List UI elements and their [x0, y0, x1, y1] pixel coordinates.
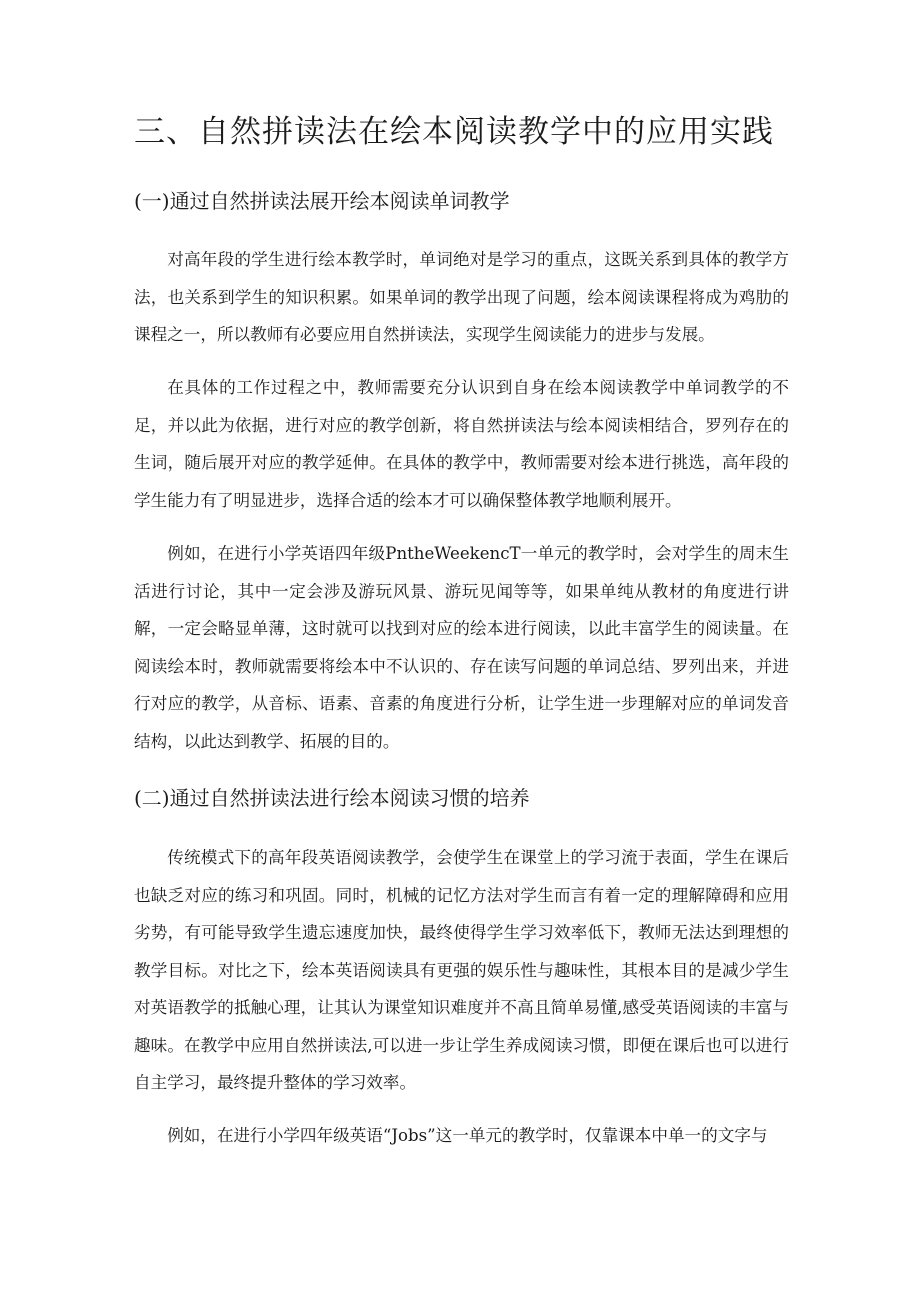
paragraph-2-1: 传统模式下的高年段英语阅读教学，会使学生在课堂上的学习流于表面，学生在课后也缺乏对应的练习和巩固。同时，机械的记忆方法对学生而言有着一定的理解障碍和应用劣势，有可能导致学生遗忘速度加快，最终使得学生学习效率低下，教师无法达到理想的教学目标。对比之下，绘本英语阅读具有更强的娱乐性与趣味性，其根本目的是减少学生对英语教学的抵触心理，让其认为课堂知识难度并不高且简单易懂,感受英语阅读的丰富与趣味。在教学中应用自然拼读法,可以进一步让学生养成阅读习惯，即便在课后也可以进行自主学习，最终提升整体的学习效率。	[134, 848, 789, 1092]
section-title: 三、自然拼读法在绘本阅读教学中的应用实践	[134, 114, 774, 150]
paragraph-1-2: 在具体的工作过程之中，教师需要充分认识到自身在绘本阅读教学中单词教学的不足，并以此为依据，进行对应的教学创新，将自然拼读法与绘本阅读相结合，罗列存在的生词，随后展开对应的教学延伸。在具体的教学中，教师需要对绘本进行挑选，高年段的学生能力有了明显进步，选择合适的绘本才可以确保整体教学地顺利展开。	[134, 378, 789, 510]
paragraph-2-2: 例如，在进行小学四年级英语“Jobs”这一单元的教学时，仅靠课本中单一的文字与	[167, 1126, 768, 1145]
subsection-title-1: (一)通过自然拼读法展开绘本阅读单词教学	[134, 189, 510, 213]
paragraph-1-1: 对高年段的学生进行绘本教学时，单词绝对是学习的重点，这既关系到具体的教学方法，也关系到学生的知识积累。如果单词的教学出现了问题，绘本阅读课程将成为鸡肋的课程之一，所以教师有必要应用自然拼读法，实现学生阅读能力的进步与发展。	[134, 250, 789, 344]
paragraph-1-3: 例如，在进行小学英语四年级PntheWeekencT一单元的教学时，会对学生的周末生活进行讨论，其中一定会涉及游玩风景、游玩见闻等等，如果单纯从教材的角度进行讲解，一定会略显单薄，这时就可以找到对应的绘本进行阅读，以此丰富学生的阅读量。在阅读绘本时，教师就需要将绘本中不认识的、存在读写问题的单词总结、罗列出来，并进行对应的教学，从音标、语素、音素的角度进行分析，让学生进一步理解对应的单词发音结构，以此达到教学、拓展的目的。	[134, 544, 789, 751]
subsection-title-2: (二)通过自然拼读法进行绘本阅读习惯的培养	[134, 786, 530, 810]
